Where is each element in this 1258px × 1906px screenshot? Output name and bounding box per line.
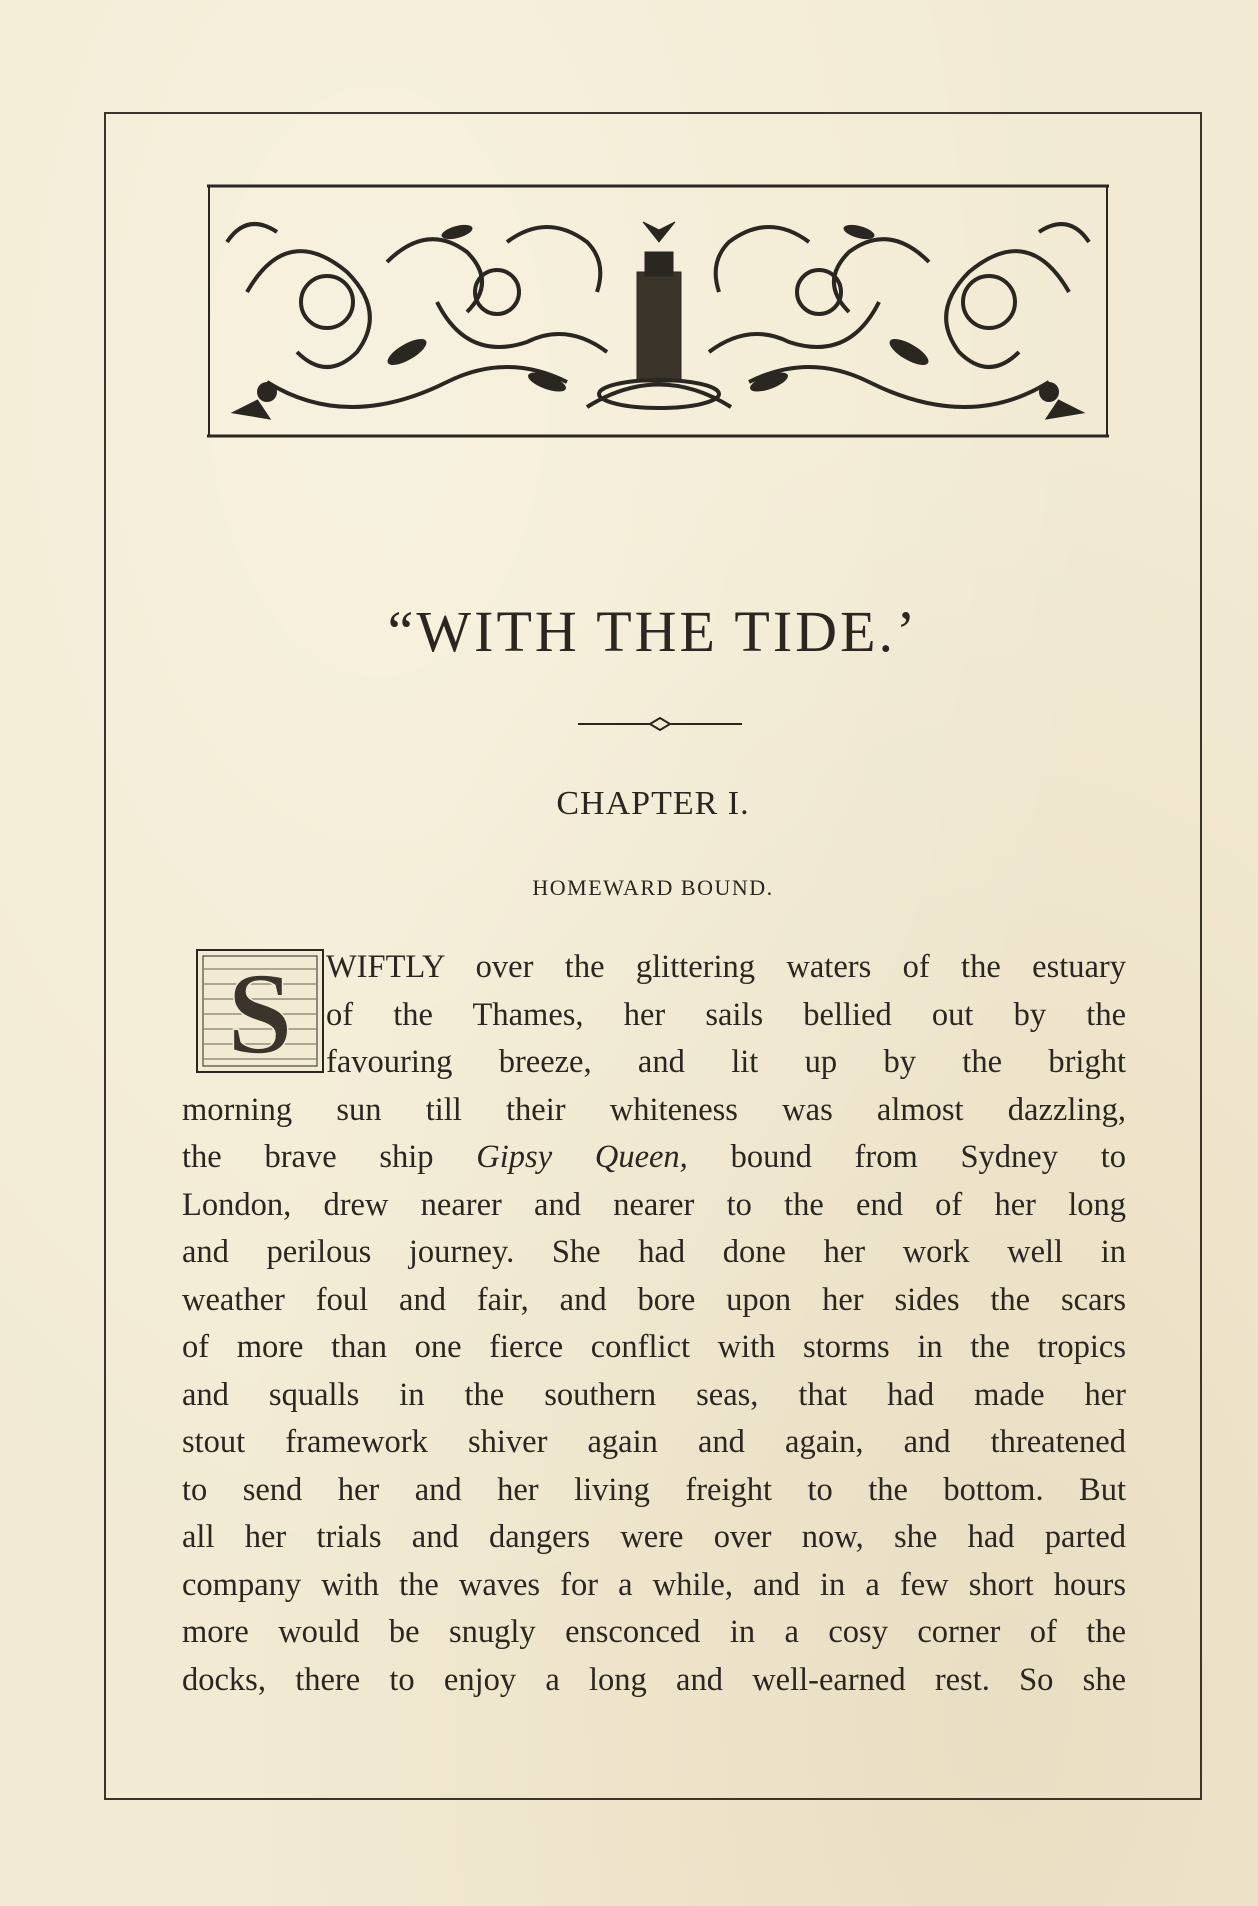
drop-cap-s-icon — [196, 949, 324, 1073]
ship-name: Gipsy Queen, — [476, 1139, 688, 1175]
body-line — [182, 1134, 1126, 1182]
body-line: company with the waves for a while, and in a few short hours — [182, 1566, 1126, 1603]
body-text — [182, 944, 1126, 1704]
chapter-title: HOMEWARD BOUND. — [532, 875, 774, 900]
body-line: docks, there to enjoy a long and well-earned rest. So she — [182, 1661, 1126, 1698]
body-line: of the Thames, her sails bellied out by the — [326, 996, 1126, 1033]
chapter-number: CHAPTER I. — [556, 785, 750, 822]
body-line: London, drew nearer and nearer to the end of her long — [182, 1186, 1126, 1223]
floral-headpiece-icon — [207, 182, 1109, 440]
body-line-part: bound from Sydney to — [730, 1139, 1126, 1175]
diamond-rule-icon — [578, 717, 742, 731]
body-line: of more than one fierce conflict with storms in the tropics — [182, 1329, 1126, 1365]
body-line-part: the brave ship — [182, 1139, 434, 1175]
body-line: favouring breeze, and lit up by the bright — [326, 1044, 1126, 1080]
body-line: WIFTLY over the glittering waters of the estuary — [326, 949, 1126, 985]
book-title: “WITH THE TIDE.’ — [387, 599, 919, 664]
body-line: morning sun till their whiteness was almost dazzling, — [182, 1091, 1126, 1128]
body-line: to send her and her living freight to the bottom. But — [182, 1471, 1126, 1508]
body-line: weather foul and fair, and bore upon her sides the scars — [182, 1281, 1126, 1318]
body-line: more would be snugly ensconced in a cosy corner of the — [182, 1614, 1126, 1650]
body-line: stout framework shiver again and again, and threatened — [182, 1424, 1126, 1460]
body-line: and perilous journey. She had done her work well in — [182, 1234, 1126, 1270]
body-line: and squalls in the southern seas, that had made her — [182, 1376, 1126, 1413]
svg-text:S: S — [227, 949, 293, 1073]
body-line: all her trials and dangers were over now, she had parted — [182, 1519, 1126, 1555]
